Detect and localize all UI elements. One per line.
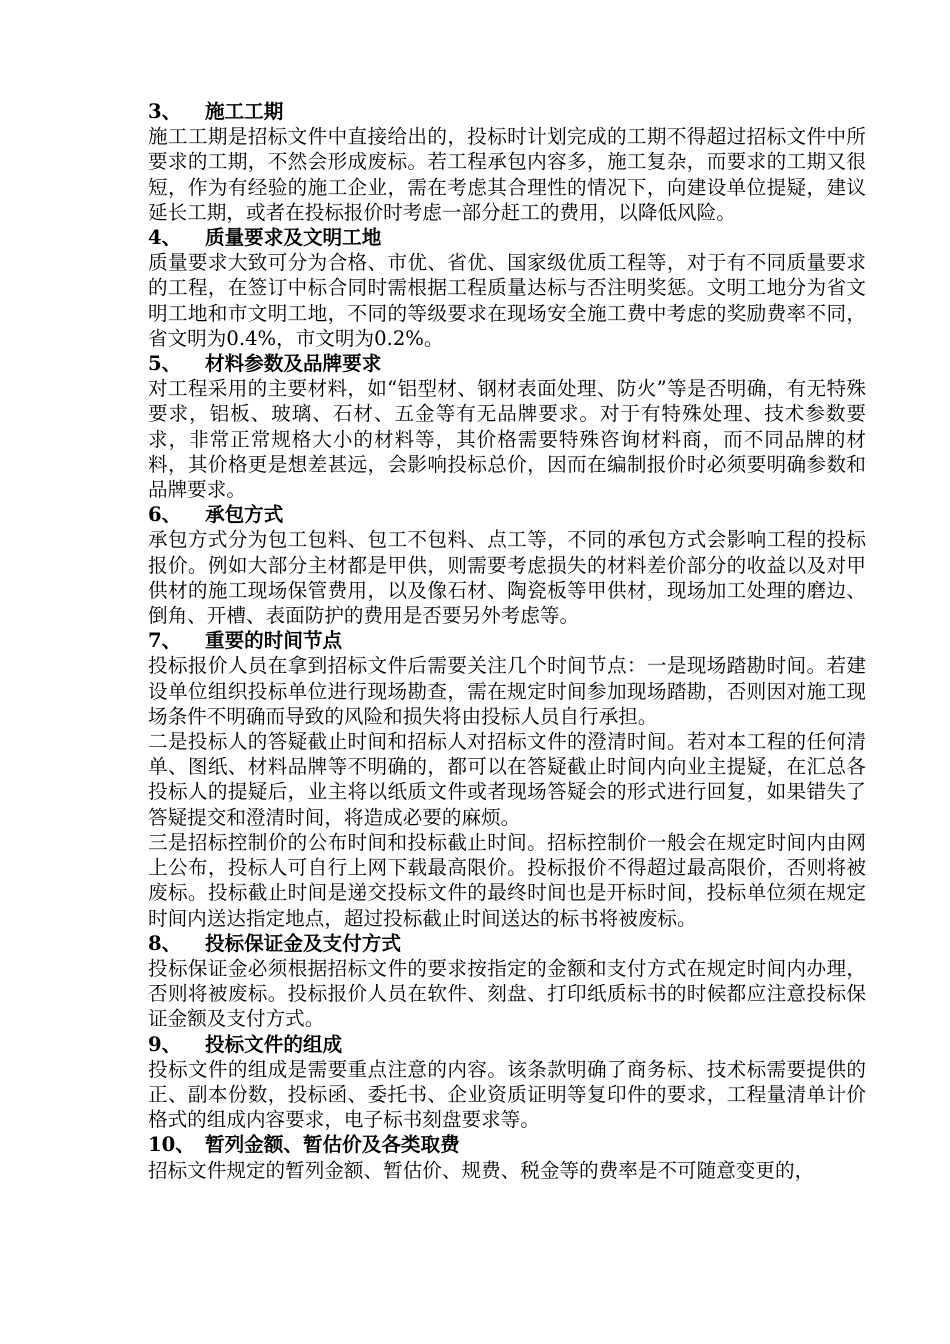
- paragraph: 对工程采用的主要材料，如“铝型材、钢材表面处理、防火”等是否明确，有无特殊要求，铝板、玻璃、石材、五金等有无品牌要求。对于有特殊处理、技术参数要求，非常正常规格大小的材料等，其价格需要特殊咨询材料商，而不同品牌的材料，其价格更是想差甚远，会影响投标总价，因而在编制报价时必须要明确参数和品牌要求。: [148, 377, 866, 502]
- section-number: 9、: [148, 1032, 182, 1056]
- section-number: 4、: [148, 226, 182, 250]
- section-heading: [148, 351, 866, 376]
- section-title: 质量要求及文明工地: [205, 226, 382, 250]
- section-6: [148, 502, 866, 628]
- section-heading: [148, 931, 866, 956]
- section-title: 重要的时间节点: [205, 629, 343, 653]
- section-number: 5、: [148, 352, 182, 376]
- paragraph: 投标报价人员在拿到招标文件后需要关注几个时间节点：一是现场踏勘时间。若建设单位组织投标单位进行现场勘查，需在规定时间参加现场踏勘，否则因对施工现场条件不明确而导致的风险和损失将由投标人员自行承担。: [148, 654, 866, 728]
- section-heading: [148, 502, 866, 527]
- section-8: [148, 931, 866, 1032]
- section-heading: [148, 99, 866, 124]
- paragraph: 投标文件的组成是需要重点注意的内容。该条款明确了商务标、技术标需要提供的正、副本份数，投标函、委托书、企业资质证明等复印件的要求，工程量清单计价格式的组成内容要求，电子标书刻盘要求等。: [148, 1057, 866, 1132]
- section-title: 承包方式: [205, 503, 284, 527]
- section-9: [148, 1032, 866, 1133]
- section-title: 材料参数及品牌要求: [205, 352, 382, 376]
- section-heading: [148, 1132, 866, 1157]
- paragraph: 施工工期是招标文件中直接给出的，投标时计划完成的工期不得超过招标文件中所要求的工期，不然会形成废标。若工程承包内容多，施工复杂，而要求的工期又很短，作为有经验的施工企业，需在考虑其合理性的情况下，向建设单位提疑，建议延长工期，或者在投标报价时考虑一部分赶工的费用，以降低风险。: [148, 125, 866, 224]
- section-10: [148, 1132, 866, 1182]
- paragraph: 招标文件规定的暂列金额、暂估价、规费、税金等的费率是不可随意变更的，: [148, 1158, 815, 1182]
- paragraph: 投标保证金必须根据招标文件的要求按指定的金额和支付方式在规定时间内办理，否则将被废标。投标报价人员在软件、刻盘、打印纸质标书的时候都应注意投标保证金额及支付方式。: [148, 956, 866, 1031]
- section-7: [148, 628, 866, 930]
- section-title: 投标保证金及支付方式: [205, 931, 401, 955]
- section-heading: [148, 1032, 866, 1057]
- section-number: 8、: [148, 931, 182, 955]
- paragraph: 质量要求大致可分为合格、市优、省优、国家级优质工程等，对于有不同质量要求的工程，在签订中标合同时需根据工程质量达标与否注明奖惩。文明工地分为省文明工地和市文明工地，不同的等级要求在现场安全施工费中考虑的奖励费率不同，省文明为0.4%，市文明为0.2%。: [148, 251, 866, 350]
- section-title: 施工工期: [205, 100, 284, 123]
- section-title: 暂列金额、暂估价及各类取费: [205, 1133, 460, 1157]
- paragraph: 三是招标控制价的公布时间和投标截止时间。招标控制价一般会在规定时间内由网上公布，投标人可自行上网下载最高限价。投标报价不得超过最高限价，否则将被废标。投标截止时间是递交投标文件的最终时间也是开标时间，投标单位须在规定时间内送达指定地点，超过投标截止时间送达的标书将被废标。: [148, 830, 866, 930]
- section-number: 3、: [148, 100, 182, 123]
- paragraph: 二是投标人的答疑截止时间和招标人对招标文件的澄清时间。若对本工程的任何清单、图纸、材料品牌等不明确的，都可以在答疑截止时间内向业主提疑，在汇总各投标人的提疑后，业主将以纸质文件或者现场答疑会的形式进行回复，如果错失了答疑提交和澄清时间，将造成必要的麻烦。: [148, 730, 866, 829]
- section-5: [148, 351, 866, 502]
- section-title: 投标文件的组成: [205, 1032, 343, 1056]
- section-number: 7、: [148, 629, 182, 653]
- section-4: [148, 225, 866, 351]
- section-heading: [148, 628, 866, 653]
- section-number: 10、: [148, 1133, 195, 1157]
- paragraph: 承包方式分为包工包料、包工不包料、点工等，不同的承包方式会影响工程的投标报价。例如大部分主材都是甲供，则需要考虑损失的材料差价部分的收益以及对甲供材的施工现场保管费用，以及像石材、陶瓷板等甲供材，现场加工处理的磨边、倒角、开槽、表面防护的费用是否要另外考虑等。: [148, 528, 866, 628]
- section-3: [148, 99, 866, 225]
- section-number: 6、: [148, 503, 182, 527]
- document-page: [148, 99, 866, 1183]
- section-heading: [148, 225, 866, 250]
